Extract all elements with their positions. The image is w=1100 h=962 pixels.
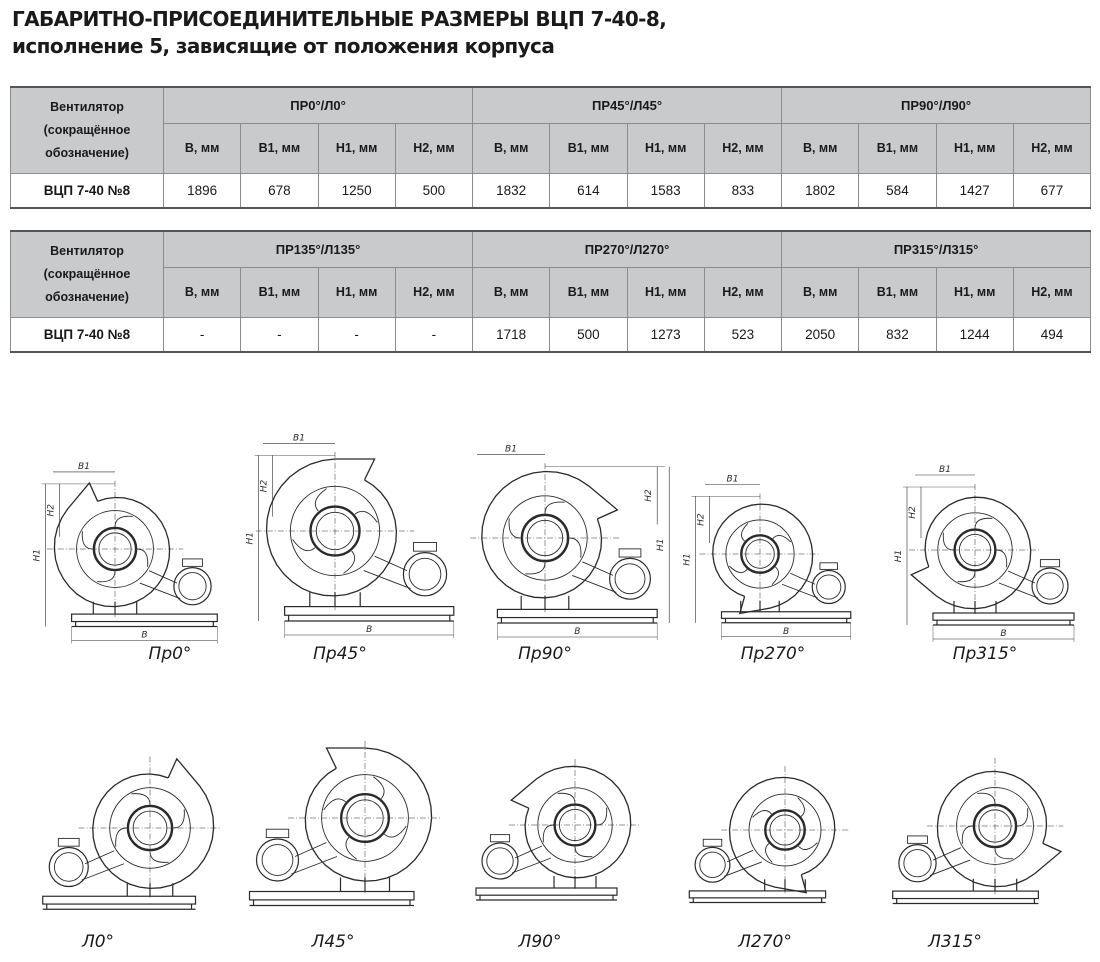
svg-text:Н1: Н1: [32, 548, 43, 562]
fan-drawing-right-0: [33, 462, 218, 644]
fan-position-drawings: [0, 370, 1100, 962]
svg-text:В1: В1: [505, 444, 517, 455]
dimensions-table-2: [10, 230, 1091, 353]
value-cell: 2050: [782, 317, 859, 352]
value-cell: 832: [859, 317, 936, 352]
group-header: ПР270°/Л270°: [473, 231, 782, 267]
fan-drawing-left-3: [689, 766, 849, 902]
drawing-caption: Л90°: [518, 932, 562, 952]
column-header: Н2, мм: [704, 267, 781, 317]
value-cell: -: [164, 317, 241, 352]
value-cell: -: [241, 317, 318, 352]
column-header: Н2, мм: [395, 267, 472, 317]
group-header: ПР0°/Л0°: [164, 87, 473, 123]
svg-text:В: В: [366, 625, 373, 635]
value-cell: 500: [395, 173, 472, 208]
svg-text:В1: В1: [78, 461, 90, 472]
value-cell: 1802: [782, 173, 859, 208]
drawing-caption: Пр315°: [952, 644, 1018, 664]
value-cell: 494: [1013, 317, 1090, 352]
svg-text:В: В: [574, 627, 581, 637]
svg-text:В1: В1: [293, 433, 305, 444]
column-header: В, мм: [164, 123, 241, 173]
column-header: Н1, мм: [627, 267, 704, 317]
drawing-caption: Л270°: [738, 932, 792, 952]
column-header: В1, мм: [550, 267, 627, 317]
drawing-caption: Пр90°: [518, 644, 572, 664]
title-line-2: исполнение 5, зависящие от положения корпуса: [12, 34, 555, 58]
table-column-row: [11, 123, 1091, 173]
svg-text:В: В: [1000, 629, 1007, 639]
fan-drawing-left-0: [43, 757, 222, 910]
svg-text:Н2: Н2: [259, 479, 270, 493]
fan-header-cell: Вентилятор (сокращённое обозначение): [11, 231, 164, 317]
value-cell: 1244: [936, 317, 1013, 352]
value-cell: 1896: [164, 173, 241, 208]
table-group-row: [11, 87, 1091, 123]
value-cell: 1427: [936, 173, 1013, 208]
value-cell: 500: [550, 317, 627, 352]
column-header: Н2, мм: [704, 123, 781, 173]
fan-name-cell: ВЦП 7-40 №8: [11, 317, 164, 352]
value-cell: 1583: [627, 173, 704, 208]
fan-drawing-right-1: [246, 433, 454, 638]
group-header: ПР135°/Л135°: [164, 231, 473, 267]
column-header: В, мм: [164, 267, 241, 317]
dimensions-table-1: [10, 86, 1091, 209]
drawing-caption: Л315°: [928, 932, 982, 952]
svg-text:Н2: Н2: [908, 506, 918, 519]
fan-drawing-right-4: [894, 465, 1074, 642]
value-cell: -: [318, 317, 395, 352]
column-header: В1, мм: [550, 123, 627, 173]
svg-text:Н1: Н1: [894, 549, 904, 563]
column-header: Н2, мм: [1013, 123, 1090, 173]
drawing-caption: Пр45°: [313, 644, 367, 664]
svg-text:Н2: Н2: [644, 489, 655, 502]
column-header: В, мм: [782, 123, 859, 173]
column-header: Н2, мм: [1013, 267, 1090, 317]
svg-text:Н1: Н1: [656, 538, 667, 552]
svg-text:Н1: Н1: [682, 553, 693, 566]
column-header: В1, мм: [859, 267, 936, 317]
svg-text:В1: В1: [939, 465, 951, 475]
column-header: В, мм: [473, 267, 550, 317]
svg-text:Н2: Н2: [46, 504, 57, 517]
drawing-caption: Л0°: [81, 932, 115, 952]
column-header: Н1, мм: [936, 267, 1013, 317]
column-header: Н1, мм: [627, 123, 704, 173]
value-cell: 1718: [473, 317, 550, 352]
fan-drawing-right-3: [683, 474, 851, 640]
value-cell: 678: [241, 173, 318, 208]
fan-drawing-right-2: [470, 445, 669, 640]
fan-header-cell: Вентилятор (сокращённое обозначение): [11, 87, 164, 173]
group-header: ПР45°/Л45°: [473, 87, 782, 123]
group-header: ПР315°/Л315°: [782, 231, 1091, 267]
fan-drawing-left-4: [893, 758, 1063, 904]
table-group-row: [11, 231, 1091, 267]
fan-drawing-left-1: [250, 741, 443, 906]
value-cell: 833: [704, 173, 781, 208]
fan-name-cell: ВЦП 7-40 №8: [11, 173, 164, 208]
column-header: В1, мм: [241, 123, 318, 173]
group-header: ПР90°/Л90°: [782, 87, 1091, 123]
drawing-caption: Пр0°: [148, 644, 192, 664]
table-row: [11, 173, 1091, 208]
value-cell: 1832: [473, 173, 550, 208]
svg-text:В: В: [783, 626, 790, 637]
title-line-1: ГАБАРИТНО-ПРИСОЕДИНИТЕЛЬНЫЕ РАЗМЕРЫ ВЦП 7-40-8,: [12, 7, 667, 31]
table-row: [11, 317, 1091, 352]
value-cell: 1273: [627, 317, 704, 352]
drawing-caption: Пр270°: [740, 644, 806, 664]
value-cell: 677: [1013, 173, 1090, 208]
column-header: Н2, мм: [395, 123, 472, 173]
document-title: [12, 6, 1092, 60]
column-header: В, мм: [782, 267, 859, 317]
svg-text:Н2: Н2: [696, 513, 707, 526]
column-header: В, мм: [473, 123, 550, 173]
svg-text:В: В: [141, 630, 148, 641]
column-header: Н1, мм: [936, 123, 1013, 173]
svg-text:Н1: Н1: [245, 531, 256, 545]
svg-text:В1: В1: [726, 474, 739, 485]
value-cell: 614: [550, 173, 627, 208]
column-header: В1, мм: [241, 267, 318, 317]
table-column-row: [11, 267, 1091, 317]
column-header: Н1, мм: [318, 267, 395, 317]
column-header: В1, мм: [859, 123, 936, 173]
value-cell: -: [395, 317, 472, 352]
value-cell: 1250: [318, 173, 395, 208]
fan-drawings-canvas: [0, 370, 1100, 962]
drawing-caption: Л45°: [311, 932, 355, 952]
fan-drawing-left-2: [476, 759, 641, 900]
value-cell: 584: [859, 173, 936, 208]
value-cell: 523: [704, 317, 781, 352]
column-header: Н1, мм: [318, 123, 395, 173]
